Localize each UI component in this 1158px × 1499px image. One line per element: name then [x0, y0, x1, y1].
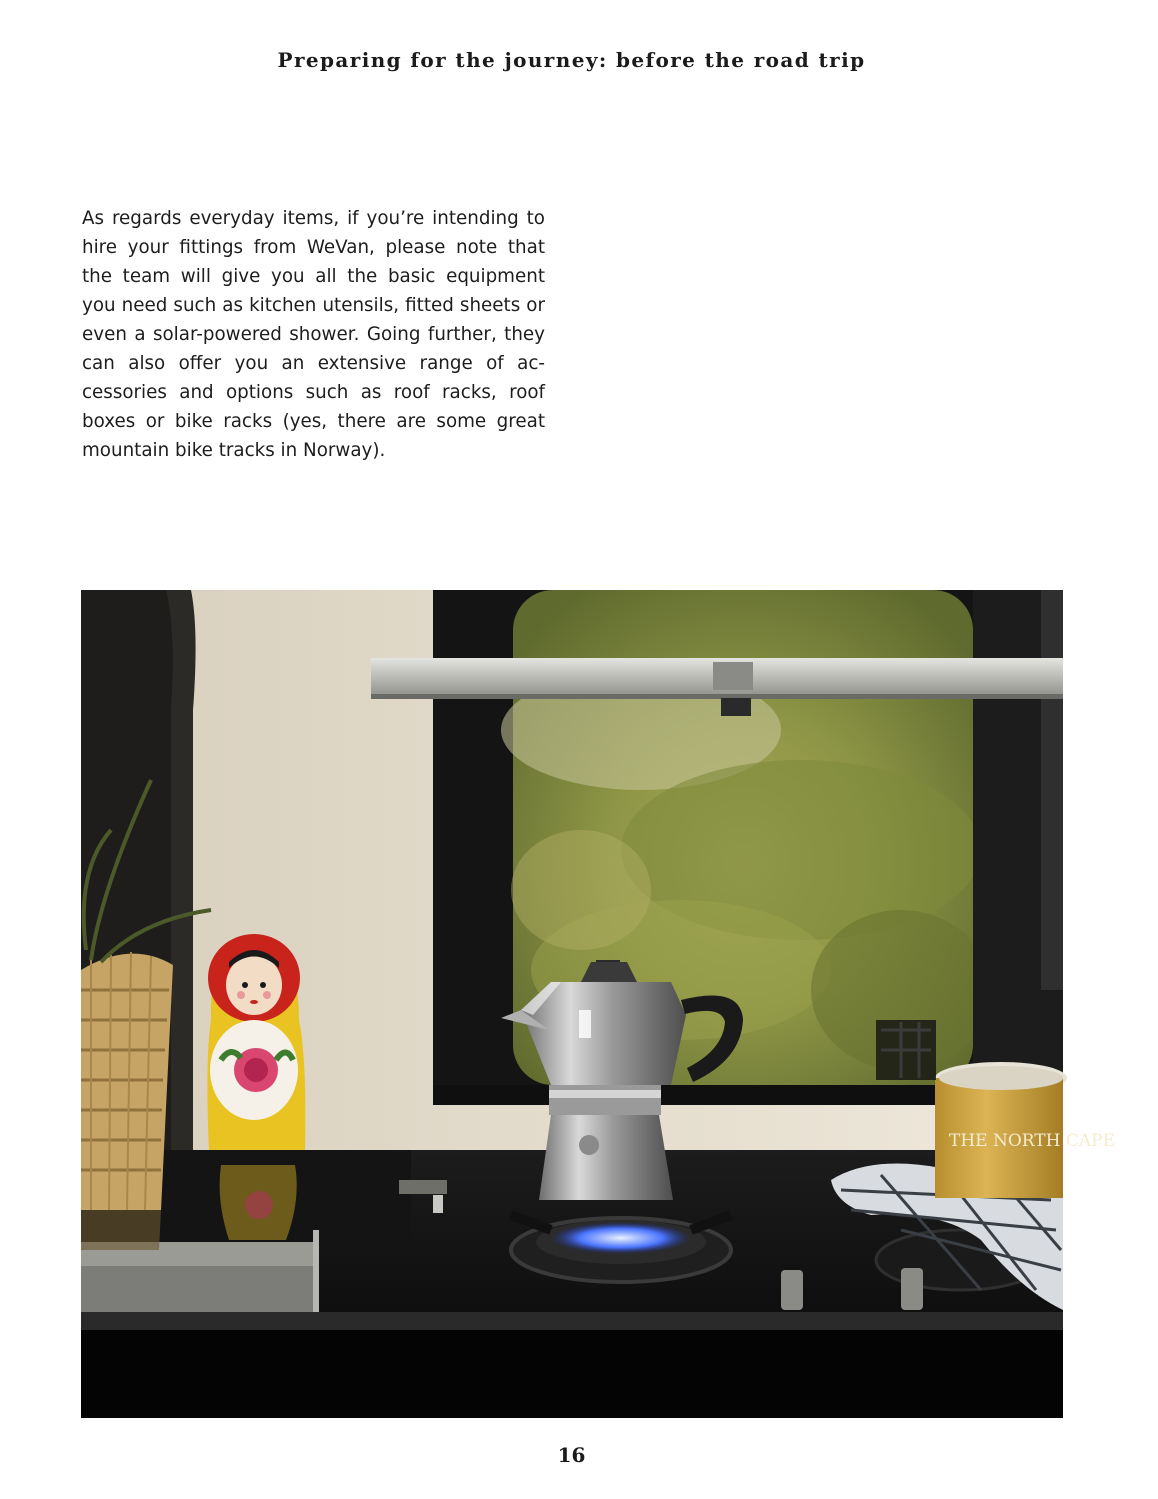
stove-knob: [901, 1268, 923, 1310]
matryoshka-doll: [207, 934, 305, 1240]
van-kitchen-photo: [81, 590, 1115, 1418]
woven-basket: [81, 952, 173, 1250]
page-number: 16: [557, 1443, 586, 1467]
stove-knob: [781, 1270, 803, 1310]
mug-text: THE NORTH CAPE: [949, 1131, 1115, 1151]
body-paragraph: As regards everyday items, if you’re intending to hire your fittings from WeVan, please note that the team will give you all the basic equipment you need such as kitchen utensils, fitted sheets or even a solar-powered shower. Going further, they can also offer you an extensive range of accessories and options such as roof racks, roof boxes or bike racks (yes, there are some great mountain bike tracks in Norway).: [82, 208, 545, 461]
running-header: Preparing for the journey: before the road trip: [277, 48, 866, 72]
enamel-mug: [935, 1062, 1115, 1198]
gas-burner: [511, 1215, 731, 1282]
